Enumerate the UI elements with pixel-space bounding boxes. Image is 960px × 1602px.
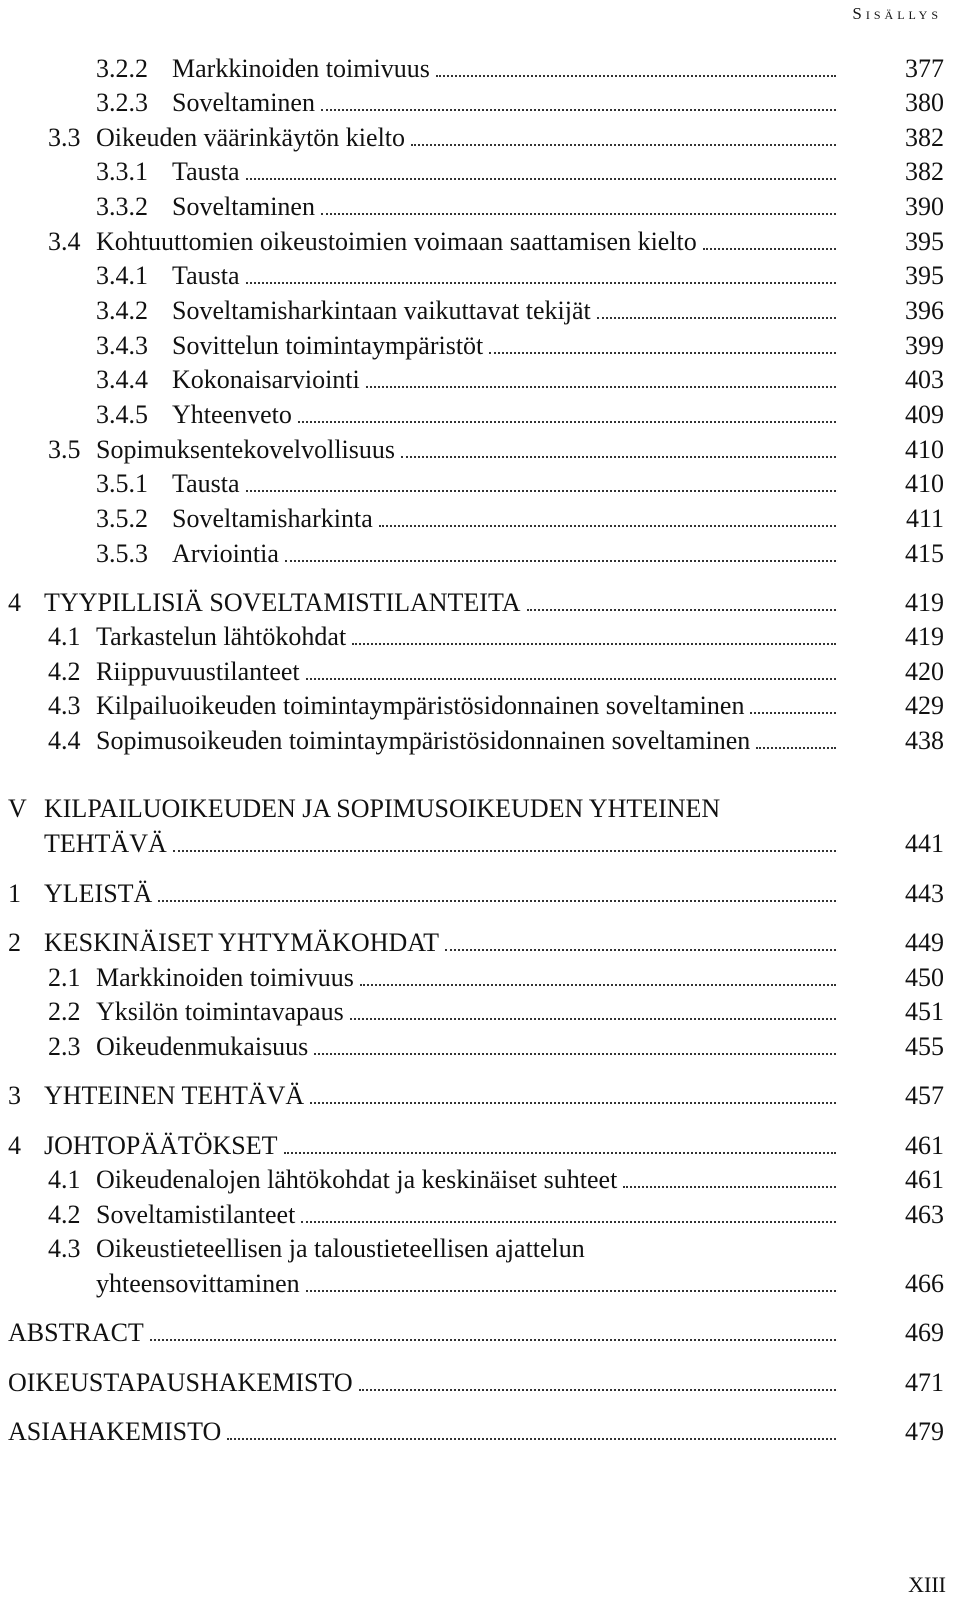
toc-entry-page: 411 (905, 504, 944, 533)
toc-entry-title-text: KESKINÄISET YHTYMÄKOHDAT (44, 928, 440, 957)
toc-entry[interactable] (0, 792, 960, 826)
toc-entry[interactable] (0, 655, 960, 689)
toc-entry-title-text: TYYPILLISIÄ SOVELTAMISTILANTEITA (44, 588, 521, 617)
toc-entry-title-text: Oikeustieteellisen ja taloustieteellisen ajattelun (96, 1234, 585, 1263)
dot-leader (623, 1186, 836, 1188)
toc-entry-title-text: Tausta (172, 157, 240, 186)
dot-leader (436, 75, 836, 77)
dot-leader (306, 678, 836, 680)
toc-entry-title (96, 121, 842, 155)
toc-entry[interactable] (0, 877, 960, 911)
toc-entry[interactable] (0, 1030, 960, 1064)
toc-entry-number: 4.3 (48, 1234, 81, 1263)
toc-entry-title (172, 502, 842, 536)
toc-entry-title (44, 1129, 842, 1163)
dot-leader (284, 1152, 836, 1154)
toc-entry-page: 463 (905, 1200, 944, 1229)
toc-entry-title-text: ABSTRACT (8, 1318, 144, 1347)
toc-entry[interactable] (0, 926, 960, 960)
toc-entry-page: 410 (905, 435, 944, 464)
toc-entry-page: 461 (905, 1131, 944, 1160)
toc-entry-number: 4.2 (48, 657, 81, 686)
toc-entry-title-text: Tausta (172, 261, 240, 290)
toc-entry-page: 420 (905, 657, 944, 686)
dot-leader (173, 850, 836, 852)
dot-leader (321, 213, 836, 215)
toc-entry-page: 451 (905, 997, 944, 1026)
dot-leader (360, 984, 836, 986)
dot-leader (750, 712, 836, 714)
toc-entry-title-text: OIKEUSTAPAUSHAKEMISTO (8, 1368, 353, 1397)
toc-entry-title (172, 259, 842, 293)
toc-entry[interactable] (0, 1079, 960, 1113)
toc-entry-title (96, 689, 842, 723)
toc-entry[interactable] (0, 1415, 960, 1449)
toc-entry-title-text: KILPAILUOIKEUDEN JA SOPIMUSOIKEUDEN YHTEINEN (44, 794, 721, 823)
toc-entry-title (44, 792, 720, 826)
dot-leader (298, 421, 836, 423)
toc-entry-number: 2 (8, 928, 21, 957)
toc-entry[interactable] (0, 121, 960, 155)
toc-entry-page: 466 (905, 1269, 944, 1298)
toc-entry-page: 396 (905, 296, 944, 325)
running-header: Sisällys (852, 4, 942, 23)
dot-leader (158, 900, 836, 902)
toc-entry[interactable] (0, 1316, 960, 1350)
toc-entry[interactable] (0, 155, 960, 189)
toc-entry-title-text: ASIAHAKEMISTO (8, 1417, 222, 1446)
toc-entry-title-text: Oikeudenalojen lähtökohdat ja keskinäiset suhteet (96, 1165, 618, 1194)
toc-entry[interactable] (0, 294, 960, 328)
toc-entry-page: 429 (905, 691, 944, 720)
toc-entry-title-text: Soveltamistilanteet (96, 1200, 296, 1229)
toc-entry[interactable] (0, 398, 960, 432)
toc-entry-title-text: Kokonaisarviointi (172, 365, 360, 394)
toc-entry[interactable] (0, 329, 960, 363)
dot-leader (352, 643, 836, 645)
toc-entry-number: 3.4.4 (96, 365, 148, 394)
toc-entry-title-text: Soveltamisharkinta (172, 504, 373, 533)
toc-entry-page: 443 (905, 879, 944, 908)
toc-entry-title (44, 1079, 842, 1113)
toc-entry-title (96, 961, 842, 995)
toc-entry-number: 3.4 (48, 227, 81, 256)
toc-entry[interactable] (0, 586, 960, 620)
toc-entry-title (96, 1163, 842, 1197)
toc-entry-number: 4 (8, 1131, 21, 1160)
toc-entry-number: 4.2 (48, 1200, 81, 1229)
toc-entry-page: 438 (905, 726, 944, 755)
dot-leader (314, 1053, 836, 1055)
toc-entry-title (172, 190, 842, 224)
dot-leader (350, 1018, 836, 1020)
toc-entry-title (96, 433, 842, 467)
toc-entry-title-text: Arviointia (172, 539, 279, 568)
page-number: XIII (908, 1572, 946, 1597)
toc-entry-title-text: Kilpailuoikeuden toimintaympäristösidonnainen soveltaminen (96, 691, 745, 720)
toc-entry-number: 3.2.3 (96, 88, 148, 117)
toc-entry-number: 3.4.5 (96, 400, 148, 429)
toc-entry[interactable] (0, 827, 960, 861)
dot-leader (285, 560, 836, 562)
toc-entry-number: 4.1 (48, 622, 81, 651)
toc-entry-title (8, 1366, 842, 1400)
dot-leader (379, 525, 836, 527)
dot-leader (489, 352, 836, 354)
toc-entry-title-text: YHTEINEN TEHTÄVÄ (44, 1081, 305, 1110)
toc-entry-page: 450 (905, 963, 944, 992)
toc-entry-page: 419 (905, 622, 944, 651)
dot-leader (445, 949, 836, 951)
toc-entry-title (96, 655, 842, 689)
toc-entry-page: 399 (905, 331, 944, 360)
toc-entry-page: 441 (905, 829, 944, 858)
toc-entry-title (96, 620, 842, 654)
toc-entry-page: 410 (905, 469, 944, 498)
toc-entry-number: 4 (8, 588, 21, 617)
dot-leader (246, 178, 837, 180)
toc-entry[interactable] (0, 52, 960, 86)
toc-entry-title-text: Sovittelun toimintaympäristöt (172, 331, 484, 360)
toc-entry-page: 409 (905, 400, 944, 429)
toc-entry-page: 461 (905, 1165, 944, 1194)
toc-entry-title-text: TEHTÄVÄ (44, 829, 167, 858)
toc-entry-title (44, 877, 842, 911)
dot-leader (756, 747, 836, 749)
toc-entry-number: 4.3 (48, 691, 81, 720)
toc-entry[interactable] (0, 1163, 960, 1197)
toc-entry-title-text: Kohtuuttomien oikeustoimien voimaan saattamisen kielto (96, 227, 697, 256)
toc-entry-title (172, 155, 842, 189)
toc-entry-page: 471 (905, 1368, 944, 1397)
toc-entry[interactable] (0, 961, 960, 995)
toc-entry-number: 4.4 (48, 726, 81, 755)
dot-leader (321, 109, 836, 111)
toc-entry-title (44, 926, 842, 960)
toc-entry[interactable] (0, 1198, 960, 1232)
dot-leader (301, 1221, 836, 1223)
toc-entry-number: 3 (8, 1081, 21, 1110)
toc-entry-title (96, 1198, 842, 1232)
toc-entry-title (96, 724, 842, 758)
dot-leader (359, 1389, 836, 1391)
toc-entry-page: 415 (905, 539, 944, 568)
toc-entry-title (96, 1030, 842, 1064)
toc-entry-number: 4.1 (48, 1165, 81, 1194)
toc-entry-number: 3.3 (48, 123, 81, 152)
toc-entry[interactable] (0, 190, 960, 224)
toc-entry-title (172, 86, 842, 120)
toc-entry-number: 3.5.1 (96, 469, 148, 498)
toc-entry-title (44, 827, 842, 861)
toc-entry-page: 395 (905, 261, 944, 290)
toc-entry-title-text: Yhteenveto (172, 400, 292, 429)
dot-leader (527, 609, 836, 611)
dot-leader (227, 1438, 836, 1440)
toc-entry[interactable] (0, 1129, 960, 1163)
toc-entry-number: 3.5 (48, 435, 81, 464)
toc-entry-number: 3.4.3 (96, 331, 148, 360)
toc-entry-title-text: YLEISTÄ (44, 879, 153, 908)
dot-leader (401, 456, 836, 458)
toc-entry-title-text: Soveltaminen (172, 88, 315, 117)
toc-entry-page: 469 (905, 1318, 944, 1347)
toc-entry-title (172, 398, 842, 432)
toc-entry-title (172, 329, 842, 363)
toc-entry-title-text: Sopimuksentekovelvollisuus (96, 435, 395, 464)
toc-entry-title (8, 1316, 842, 1350)
toc-entry-number: 2.1 (48, 963, 81, 992)
dot-leader (306, 1290, 836, 1292)
toc-entry-page: 455 (905, 1032, 944, 1061)
toc-entry-page: 457 (905, 1081, 944, 1110)
toc-entry-number: 3.4.1 (96, 261, 148, 290)
toc-entry-number: V (8, 794, 27, 823)
toc-entry-number: 1 (8, 879, 21, 908)
toc-entry-number: 2.2 (48, 997, 81, 1026)
toc-entry-title-text: JOHTOPÄÄTÖKSET (44, 1131, 278, 1160)
toc-entry-page: 403 (905, 365, 944, 394)
toc-entry-title-text: Riippuvuustilanteet (96, 657, 300, 686)
toc-entry-page: 380 (905, 88, 944, 117)
dot-leader (411, 144, 836, 146)
toc-entry-page: 449 (905, 928, 944, 957)
toc-entry-title-text: Tarkastelun lähtökohdat (96, 622, 347, 651)
dot-leader (246, 490, 837, 492)
toc-entry[interactable] (0, 1267, 960, 1301)
toc-entry-title (8, 1415, 842, 1449)
toc-entry[interactable] (0, 1232, 960, 1266)
toc-entry-title-text: Tausta (172, 469, 240, 498)
toc-entry-title (96, 1267, 842, 1301)
toc-entry-number: 3.3.1 (96, 157, 148, 186)
dot-leader (366, 386, 836, 388)
toc-entry-title-text: Oikeuden väärinkäytön kielto (96, 123, 406, 152)
dot-leader (310, 1102, 836, 1104)
toc-entry-number: 3.5.2 (96, 504, 148, 533)
toc-entry[interactable] (0, 467, 960, 501)
toc-entry[interactable] (0, 433, 960, 467)
toc-entry-title-text: Soveltamisharkintaan vaikuttavat tekijät (172, 296, 591, 325)
toc-entry[interactable] (0, 689, 960, 723)
toc-entry-title (172, 52, 842, 86)
toc-entry-page: 377 (905, 54, 944, 83)
toc-entry-number: 2.3 (48, 1032, 81, 1061)
toc-entry-title-text: Sopimusoikeuden toimintaympäristösidonnainen soveltaminen (96, 726, 751, 755)
dot-leader (597, 317, 836, 319)
toc-entry-number: 3.4.2 (96, 296, 148, 325)
toc-entry[interactable] (0, 537, 960, 571)
toc-entry-page: 382 (905, 157, 944, 186)
toc-entry[interactable] (0, 259, 960, 293)
toc-entry-page: 479 (905, 1417, 944, 1446)
toc-entry-page: 395 (905, 227, 944, 256)
dot-leader (703, 248, 836, 250)
toc-entry[interactable] (0, 995, 960, 1029)
toc-entry-title (172, 467, 842, 501)
toc-entry[interactable] (0, 502, 960, 536)
toc-entry-title-text: yhteensovittaminen (96, 1269, 300, 1298)
dot-leader (246, 282, 837, 284)
toc-entry-number: 3.2.2 (96, 54, 148, 83)
toc-entry[interactable] (0, 1366, 960, 1400)
toc-entry-title-text: Yksilön toimintavapaus (96, 997, 344, 1026)
toc-entry-title-text: Oikeudenmukaisuus (96, 1032, 309, 1061)
toc-entry[interactable] (0, 225, 960, 259)
toc-entry-title (172, 537, 842, 571)
toc-entry-page: 382 (905, 123, 944, 152)
toc-entry-title-text: Markkinoiden toimivuus (172, 54, 430, 83)
toc-entry-title-text: Soveltaminen (172, 192, 315, 221)
dot-leader (150, 1339, 836, 1341)
toc-entry-title (172, 363, 842, 397)
toc-entry-title (96, 225, 842, 259)
toc-entry[interactable] (0, 363, 960, 397)
toc-entry-title (96, 995, 842, 1029)
toc-entry[interactable] (0, 724, 960, 758)
toc-entry-page: 390 (905, 192, 944, 221)
toc-entry-number: 3.5.3 (96, 539, 148, 568)
toc-entry-title-text: Markkinoiden toimivuus (96, 963, 354, 992)
toc-entry-number: 3.3.2 (96, 192, 148, 221)
toc-entry-title (44, 586, 842, 620)
toc-entry-title (96, 1232, 585, 1266)
toc-entry[interactable] (0, 86, 960, 120)
toc-entry-title (172, 294, 842, 328)
toc-entry[interactable] (0, 620, 960, 654)
toc-entry-page: 419 (905, 588, 944, 617)
